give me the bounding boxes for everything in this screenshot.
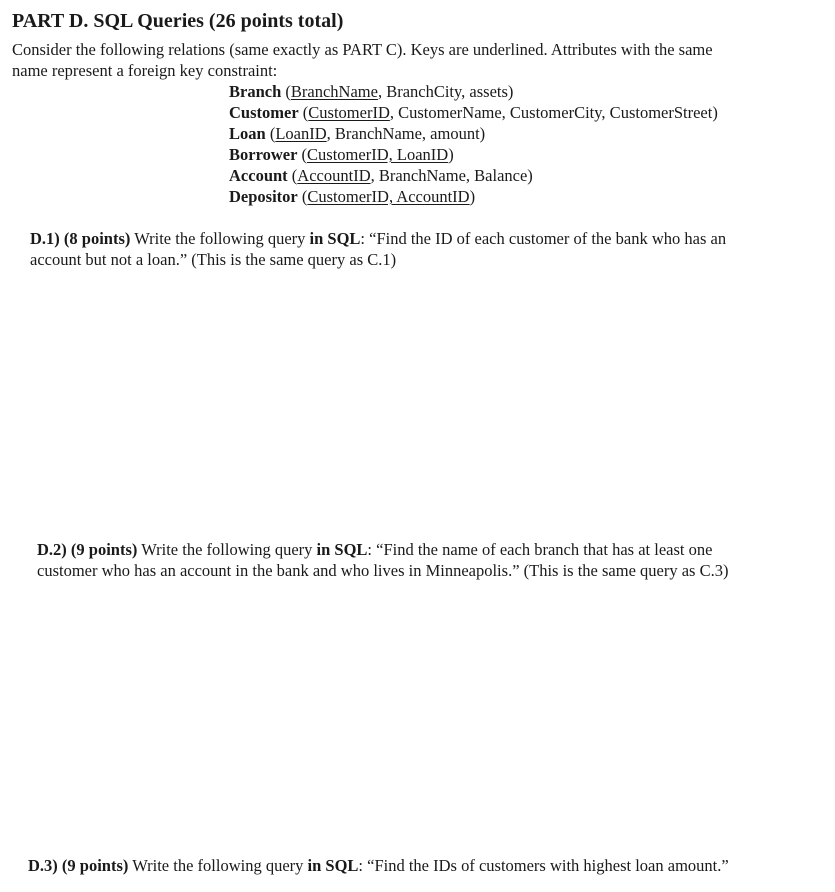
question-line-2: customer who has an account in the bank and who lives in Minneapolis.” (This is the same query as C.3) bbox=[37, 561, 729, 580]
question-line-1 bbox=[28, 855, 729, 876]
intro-line-2: name represent a foreign key constraint: bbox=[12, 61, 278, 80]
emphasis-in-sql: in SQL bbox=[316, 540, 368, 559]
question-text: : “Find the name of each branch that has at least one bbox=[367, 540, 713, 559]
question-d1 bbox=[30, 228, 726, 270]
primary-key: CustomerID, LoanID bbox=[307, 145, 449, 164]
question-line-1 bbox=[37, 539, 728, 560]
primary-key: BranchName bbox=[290, 82, 378, 101]
emphasis-in-sql: in SQL bbox=[309, 229, 361, 248]
question-text: Write the following query bbox=[128, 856, 308, 875]
attributes: ) bbox=[448, 145, 454, 164]
question-label: D.2) bbox=[37, 540, 67, 559]
attributes: , BranchCity, assets) bbox=[377, 82, 514, 101]
question-label: D.1) bbox=[30, 229, 60, 248]
emphasis-in-sql: in SQL bbox=[307, 856, 359, 875]
question-label: D.3) bbox=[28, 856, 58, 875]
relation-name: Borrower bbox=[229, 145, 298, 164]
answer-space-d1 bbox=[12, 272, 822, 530]
question-text: : “Find the IDs of customers with highest loan amount.” bbox=[358, 856, 729, 875]
answer-space-d2 bbox=[12, 584, 822, 846]
question-line-2: account but not a loan.” (This is the same query as C.1) bbox=[30, 250, 397, 269]
paren-open: ( bbox=[298, 103, 309, 122]
paren-open: ( bbox=[281, 82, 291, 101]
relation-name: Branch bbox=[229, 82, 282, 101]
relation-account bbox=[229, 165, 718, 186]
question-text: : “Find the ID of each customer of the bank who has an bbox=[360, 229, 727, 248]
attributes: ) bbox=[469, 187, 476, 206]
question-d2 bbox=[37, 539, 728, 581]
relation-loan bbox=[229, 123, 718, 144]
attributes: , CustomerName, CustomerCity, CustomerStreet) bbox=[389, 103, 718, 122]
paren-open: ( bbox=[287, 166, 298, 185]
attributes: , BranchName, Balance) bbox=[370, 166, 533, 185]
relation-branch bbox=[229, 81, 718, 102]
intro-line-1: Consider the following relations (same exactly as PART C). Keys are underlined. Attributes with the same bbox=[12, 40, 713, 59]
primary-key: CustomerID, AccountID bbox=[307, 187, 470, 206]
relation-depositor bbox=[229, 186, 718, 207]
paren-open: ( bbox=[297, 187, 308, 206]
question-text: Write the following query bbox=[137, 540, 317, 559]
relation-schema-list bbox=[229, 81, 718, 207]
relation-borrower bbox=[229, 144, 718, 165]
question-line-1 bbox=[30, 228, 726, 249]
paren-open: ( bbox=[297, 145, 308, 164]
relation-name: Customer bbox=[229, 103, 299, 122]
paren-open: ( bbox=[265, 124, 276, 143]
question-d3 bbox=[28, 855, 729, 876]
primary-key: AccountID bbox=[297, 166, 371, 185]
relation-customer bbox=[229, 102, 718, 123]
question-points: (9 points) bbox=[61, 856, 129, 875]
relation-name: Account bbox=[229, 166, 288, 185]
primary-key: LoanID bbox=[275, 124, 327, 143]
question-text: Write the following query bbox=[130, 229, 310, 248]
intro-paragraph bbox=[12, 39, 822, 81]
question-points: (8 points) bbox=[63, 229, 131, 248]
relation-name: Loan bbox=[229, 124, 266, 143]
attributes: , BranchName, amount) bbox=[326, 124, 486, 143]
section-title: PART D. SQL Queries (26 points total) bbox=[12, 10, 344, 32]
relation-name: Depositor bbox=[229, 187, 298, 206]
primary-key: CustomerID bbox=[308, 103, 390, 122]
question-points: (9 points) bbox=[70, 540, 138, 559]
